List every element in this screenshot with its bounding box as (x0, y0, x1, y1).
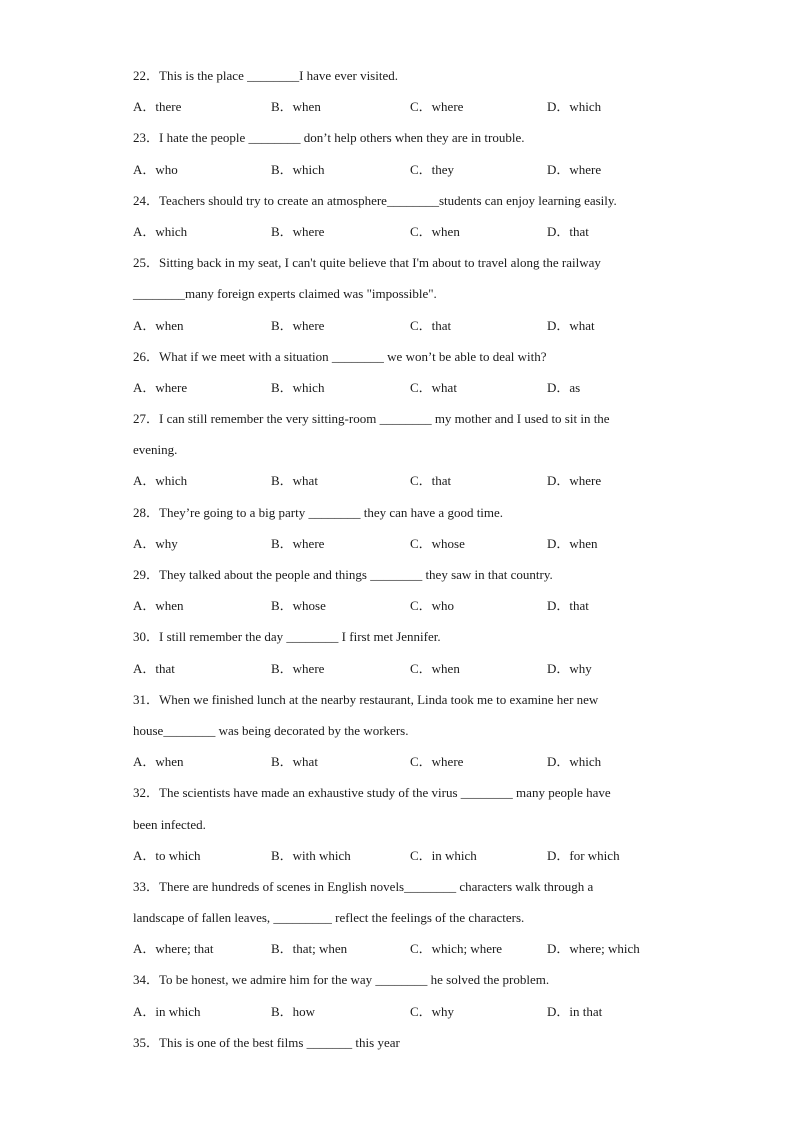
answer-options (133, 659, 663, 690)
option-c: C．in which (410, 847, 477, 863)
option-a: A．that (133, 660, 175, 676)
question-text: 23．I hate the people ________ don’t help others when they are in trouble. (133, 130, 525, 146)
answer-options (133, 1002, 663, 1033)
option-c: C．where (410, 754, 464, 770)
option-a: A．when (133, 754, 184, 770)
question-block (133, 409, 663, 503)
option-d: D．for which (547, 847, 620, 863)
option-b: B．what (271, 754, 318, 770)
option-d: D．which (547, 754, 602, 770)
option-c: C．what (410, 379, 457, 395)
question-text: evening. (133, 442, 178, 458)
question-block (133, 66, 663, 128)
option-d: D．where (547, 473, 602, 489)
question-text: 24．Teachers should try to create an atmosphere________students can enjoy learning easily. (133, 192, 617, 208)
option-b: B．whose (271, 598, 326, 614)
question-text: 33．There are hundreds of scenes in English novels________ characters walk through a (133, 878, 594, 894)
option-b: B．where (271, 660, 325, 676)
option-c: C．where (410, 99, 464, 115)
question-list (133, 66, 663, 1064)
answer-options (133, 846, 663, 877)
option-b: B．which (271, 161, 325, 177)
option-d: D．where (547, 161, 602, 177)
option-b: B．where (271, 223, 325, 239)
question-block (133, 627, 663, 689)
question-block (133, 253, 663, 347)
answer-options (133, 222, 663, 253)
answer-options (133, 160, 663, 191)
question-text: landscape of fallen leaves, _________ reflect the feelings of the characters. (133, 910, 525, 926)
option-a: A．when (133, 598, 184, 614)
question-text: 34．To be honest, we admire him for the way ________ he solved the problem. (133, 972, 550, 988)
option-b: B．when (271, 99, 321, 115)
option-a: A．when (133, 317, 184, 333)
option-d: D．when (547, 535, 598, 551)
answer-options (133, 316, 663, 347)
question-text: 32．The scientists have made an exhaustive study of the virus ________ many people have (133, 785, 611, 801)
option-c: C．when (410, 660, 460, 676)
answer-options (133, 939, 663, 970)
question-text: been infected. (133, 816, 206, 832)
option-d: D．that (547, 598, 589, 614)
option-a: A．which (133, 223, 188, 239)
question-block (133, 877, 663, 971)
option-d: D．what (547, 317, 595, 333)
question-block (133, 783, 663, 877)
option-b: B．how (271, 1003, 316, 1019)
option-c: C．that (410, 317, 452, 333)
option-c: C．that (410, 473, 452, 489)
answer-options (133, 471, 663, 502)
option-d: D．where; which (547, 941, 640, 957)
option-d: D．why (547, 660, 592, 676)
option-b: B．what (271, 473, 318, 489)
option-d: D．which (547, 99, 602, 115)
question-text: 26．What if we meet with a situation ________ we won’t be able to deal with? (133, 348, 547, 364)
question-text: 35．This is one of the best films _______ this year (133, 1034, 400, 1050)
option-b: B．which (271, 379, 325, 395)
question-block (133, 690, 663, 784)
option-d: D．as (547, 379, 581, 395)
option-b: B．that; when (271, 941, 348, 957)
option-c: C．why (410, 1003, 455, 1019)
option-a: A．which (133, 473, 188, 489)
option-c: C．which; where (410, 941, 503, 957)
option-b: B．with which (271, 847, 351, 863)
option-a: A．to which (133, 847, 201, 863)
answer-options (133, 97, 663, 128)
question-text: 29．They talked about the people and things ________ they saw in that country. (133, 567, 553, 582)
answer-options (133, 534, 663, 565)
option-b: B．where (271, 317, 325, 333)
option-a: A．where (133, 379, 188, 395)
question-text: 30．I still remember the day ________ I first met Jennifer. (133, 629, 441, 645)
question-block (133, 191, 663, 253)
option-a: A．where; that (133, 941, 214, 957)
option-a: A．there (133, 99, 182, 115)
question-text: 22．This is the place ________I have ever visited. (133, 68, 398, 83)
option-a: A．in which (133, 1003, 201, 1019)
question-block (133, 970, 663, 1032)
answer-options (133, 378, 663, 409)
question-block (133, 565, 663, 627)
answer-options (133, 752, 663, 783)
option-c: C．whose (410, 535, 465, 551)
option-c: C．when (410, 223, 460, 239)
answer-options (133, 596, 663, 627)
option-b: B．where (271, 535, 325, 551)
question-text: house________ was being decorated by the workers. (133, 722, 409, 738)
option-a: A．why (133, 535, 178, 551)
question-text: ________many foreign experts claimed was "impossible". (133, 286, 437, 302)
question-block (133, 1033, 663, 1064)
option-c: C．who (410, 598, 455, 614)
question-block (133, 128, 663, 190)
option-a: A．who (133, 161, 178, 177)
question-text: 28．They’re going to a big party ________ they can have a good time. (133, 504, 504, 520)
question-text: 25．Sitting back in my seat, I can't quite believe that I'm about to travel along the railway (133, 255, 601, 271)
question-text: 31．When we finished lunch at the nearby restaurant, Linda took me to examine her new (133, 691, 599, 707)
option-d: D．that (547, 223, 589, 239)
option-d: D．in that (547, 1003, 603, 1019)
question-text: 27．I can still remember the very sitting-room ________ my mother and I used to sit in the (133, 411, 610, 427)
option-c: C．they (410, 161, 455, 177)
question-block (133, 347, 663, 409)
question-block (133, 503, 663, 565)
